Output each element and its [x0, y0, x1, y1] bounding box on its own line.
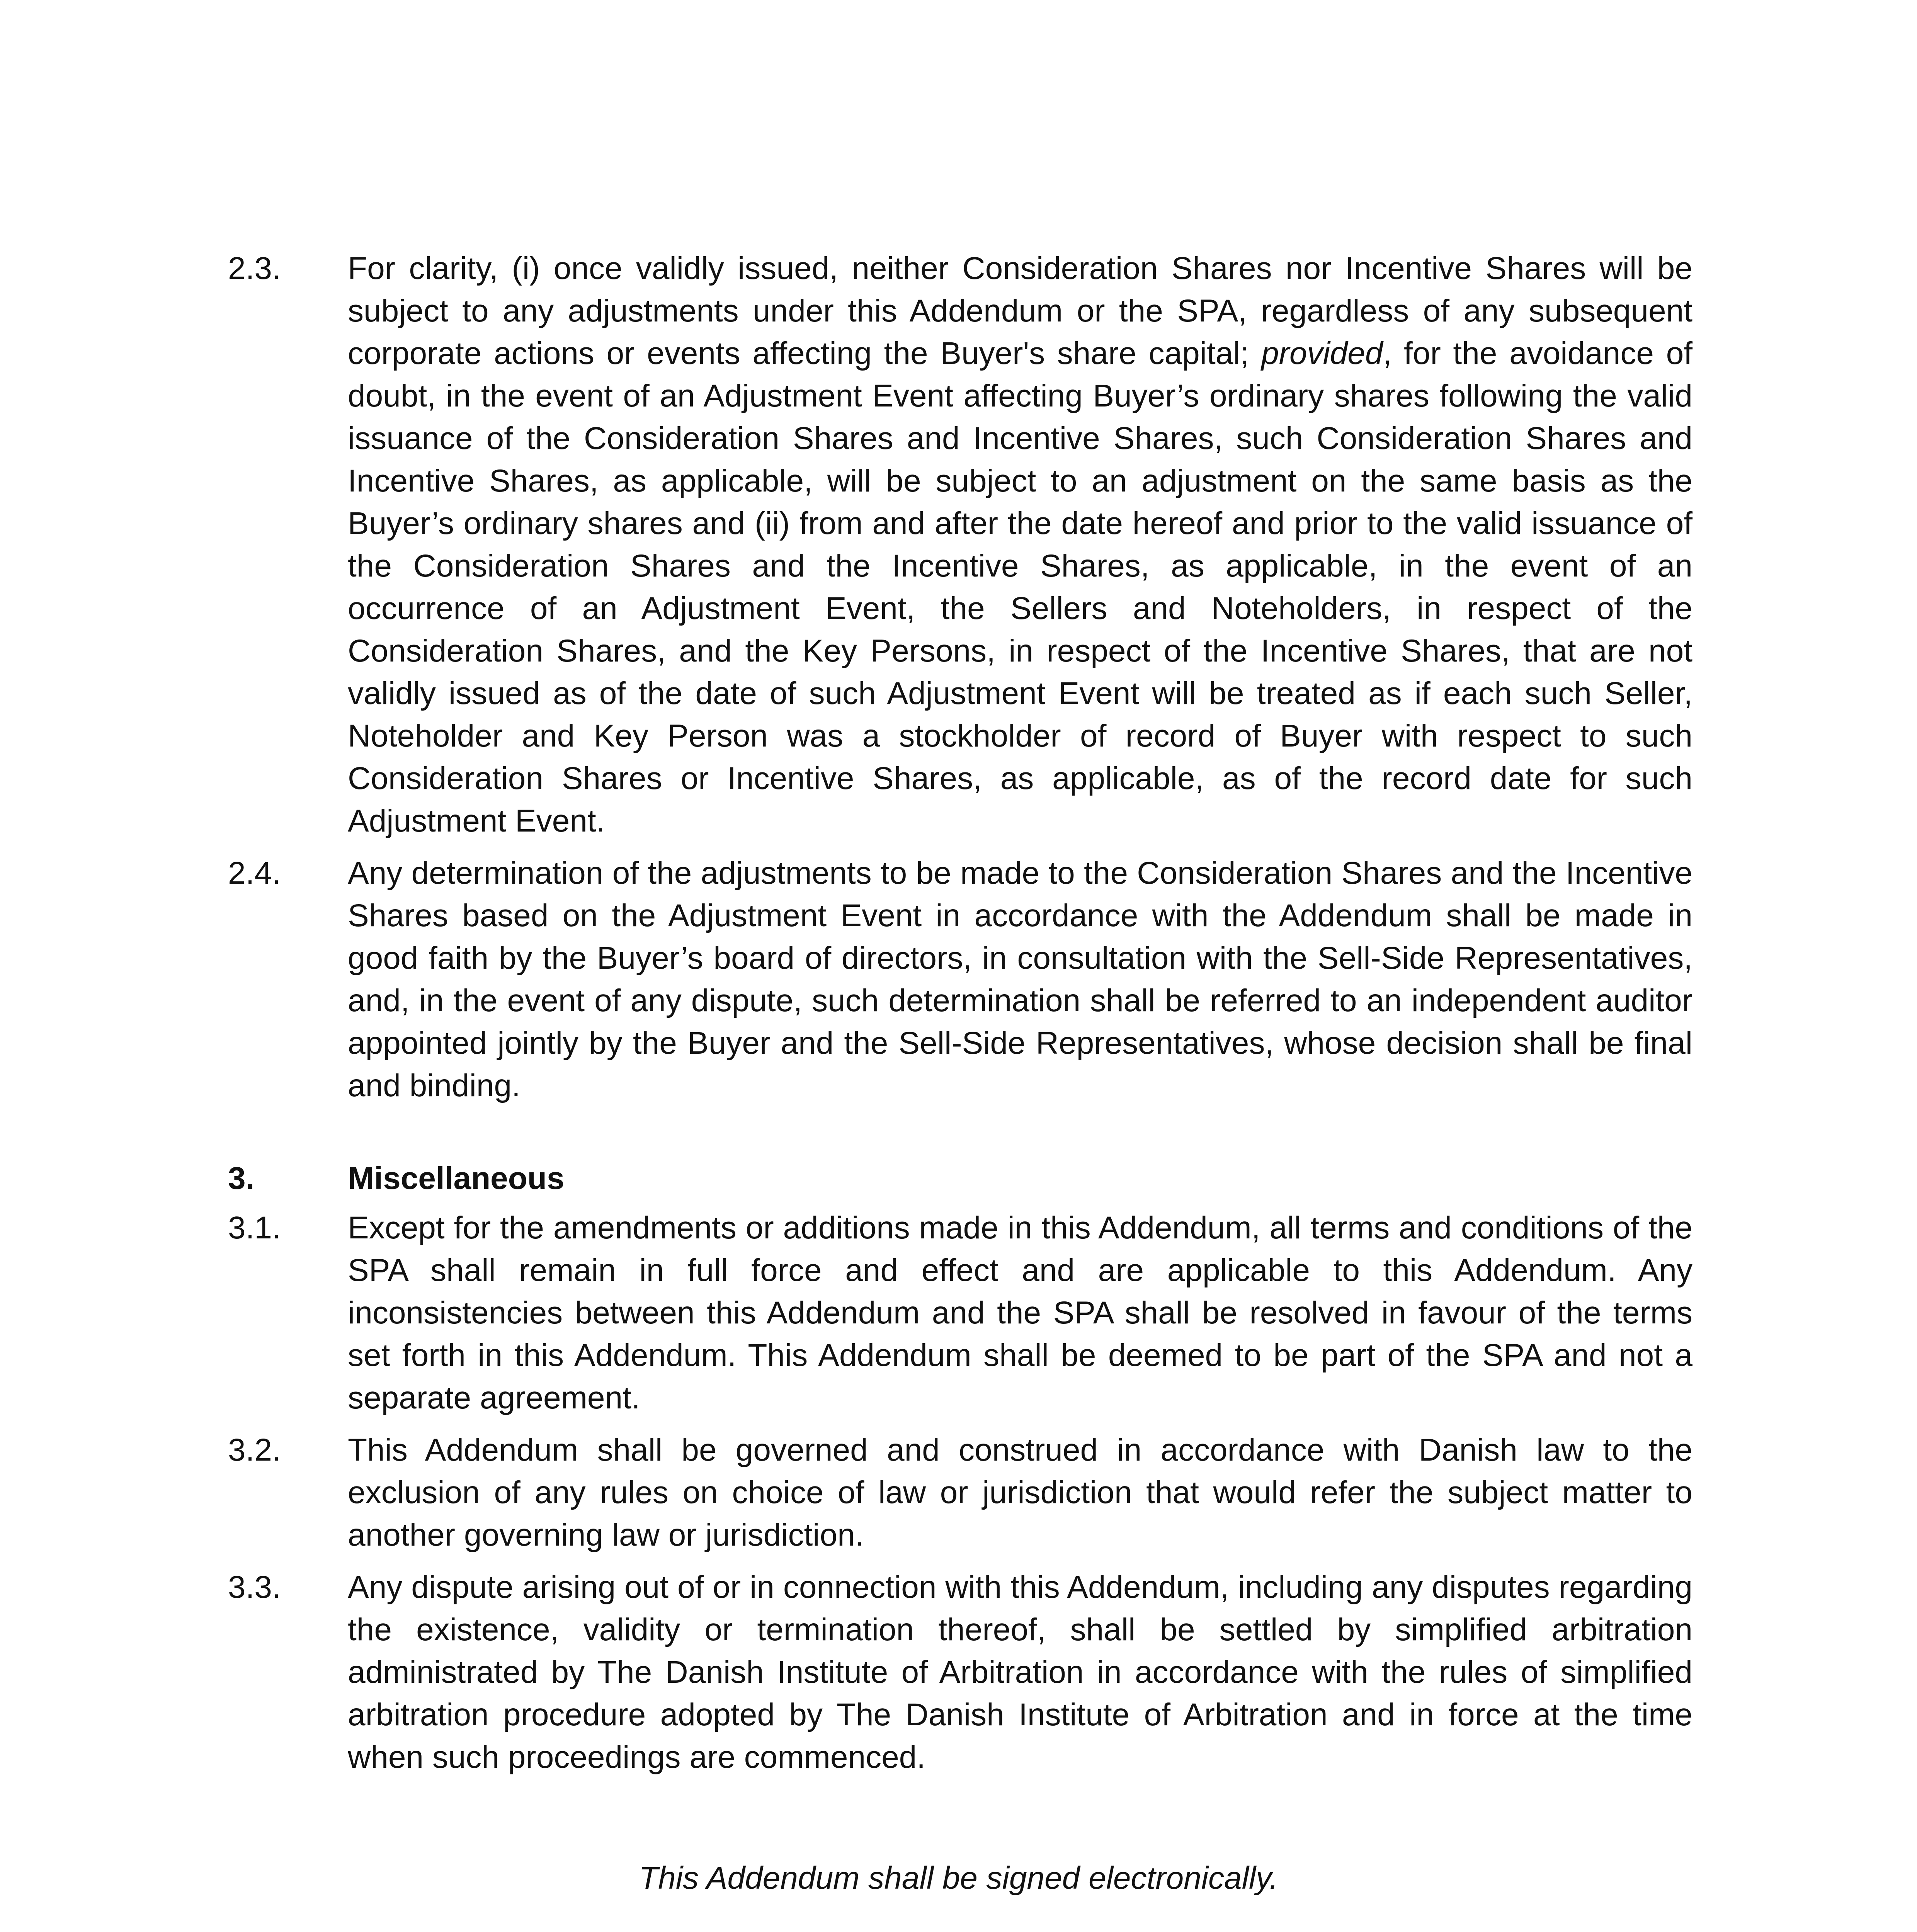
closing-statement: This Addendum shall be signed electronically. — [639, 1861, 1278, 1896]
clause-2-4 — [228, 852, 1692, 1107]
clause-text-part: For clarity, (i) once validly issued, neither Consideration Shares nor Incentive Shares will be subject to any adjustments under this Addendum or the SPA, regardless of any subsequent corporate actions or events affecting the Buyer's share capital; — [348, 251, 1692, 371]
clause-number: 3.3. — [228, 1570, 281, 1605]
clause-text: Any dispute arising out of or in connection with this Addendum, including any disputes regarding the existence, validity or termination thereof, shall be settled by simplified arbitration administrated by The Danish Institute of Arbitration in accordance with the rules of simplified arbitration procedure adopted by The Danish Institute of Arbitration and in force at the time when such proceedings are commenced. — [348, 1570, 1692, 1775]
section-number: 3. — [228, 1161, 255, 1196]
clause-text — [348, 247, 1692, 842]
clause-number: 3.1. — [228, 1210, 281, 1245]
clause-3-3 — [228, 1566, 1692, 1779]
clause-number: 3.2. — [228, 1432, 281, 1468]
clause-text-part: , for the avoidance of doubt, in the event of an Adjustment Event affecting Buyer’s ordinary shares following the valid issuance of the Consideration Shares and Incentive Shares, such Consideration Shares and Incentive Shares, as applicable, will be subject to an adjustment on the same basis as the Buyer’s ordinary shares and (ii) from and after the date hereof and prior to the valid issuance of the Consideration Shares and the Incentive Shares, as applicable, in the event of an occurrence of an Adjustment Event, the Sellers and Noteholders, in respect of the Consideration Shares, and the Key Persons, in respect of the Incentive Shares, that are not validly issued as of the date of such Adjustment Event will be treated as if each such Seller, Noteholder and Key Person was a stockholder of record of Buyer with respect to such Consideration Shares or Incentive Shares, as applicable, as of the record date for such Adjustment Event. — [348, 336, 1692, 838]
clause-number: 2.3. — [228, 251, 281, 286]
clause-3-2 — [228, 1429, 1692, 1556]
clause-text: This Addendum shall be governed and construed in accordance with Danish law to the exclusion of any rules on choice of law or jurisdiction that would refer the subject matter to another governing law or jurisdiction. — [348, 1432, 1692, 1553]
clause-text: Except for the amendments or additions made in this Addendum, all terms and conditions of the SPA shall remain in full force and effect and are applicable to this Addendum. Any inconsistencies between this Addendum and the SPA shall be resolved in favour of the terms set forth in this Addendum. This Addendum shall be deemed to be part of the SPA and not a separate agreement. — [348, 1210, 1692, 1415]
clause-text-emphasis: provided — [1261, 336, 1383, 371]
document-body — [228, 247, 1692, 1788]
clause-number: 2.4. — [228, 855, 281, 891]
clause-3-1 — [228, 1207, 1692, 1419]
clause-text: Any determination of the adjustments to be made to the Consideration Shares and the Incentive Shares based on the Adjustment Event in accordance with the Addendum shall be made in good faith by the Buyer’s board of directors, in consultation with the Sell-Side Representatives, and, in the event of any dispute, such determination shall be referred to an independent auditor appointed jointly by the Buyer and the Sell-Side Representatives, whose decision shall be final and binding. — [348, 855, 1692, 1103]
section-title: Miscellaneous — [348, 1161, 565, 1196]
section-heading-miscellaneous — [228, 1157, 1692, 1200]
clause-2-3 — [228, 247, 1692, 842]
